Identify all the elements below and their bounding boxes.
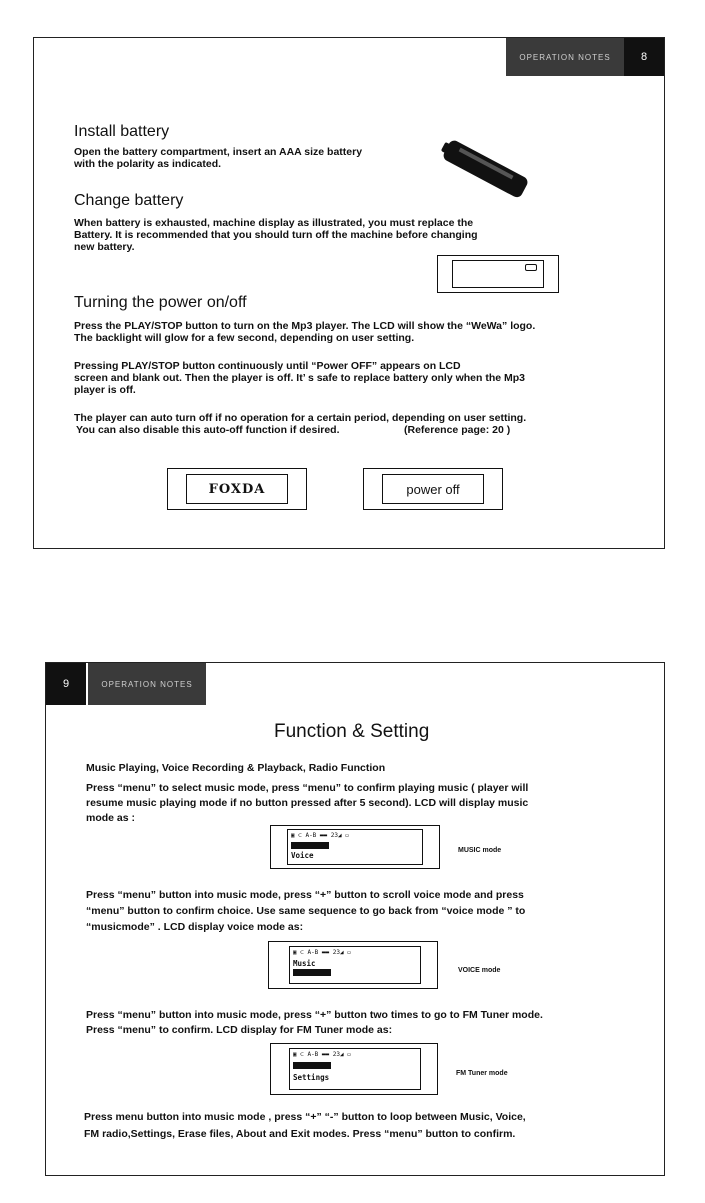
power-p2-line-2: screen and blank out. Then the player is off. It’ s safe to replace battery only when the Mp3 [74,372,526,384]
power-p3-line-2: You can also disable this auto-off function if desired. [76,424,340,436]
lcd1-status-bar: ▣ ⊂ A-B ▬▬ 23◢ ▭ [291,832,349,839]
p3-line-2: Press “menu” to confirm. LCD display for FM Tuner mode as: [86,1024,393,1036]
page-8-number: 8 [624,38,664,76]
install-battery-text-2: with the polarity as indicated. [74,158,222,170]
change-battery-text-3: new battery. [74,241,135,253]
function-setting-title: Function & Setting [274,721,430,742]
page-8-header-tab: OPERATION NOTES [506,38,624,76]
p4-line-2: FM radio,Settings, Erase files, About and Exit modes. Press “menu” button to confirm. [84,1128,516,1140]
lcd2-highlight [293,969,331,976]
p2-line-1: Press “menu” button into music mode, press “+” button to scroll voice mode and press [86,889,524,901]
voice-mode-caption: VOICE mode [458,967,501,974]
power-off-text: power off [406,481,460,497]
lcd2-menu-item: Music [293,959,316,968]
turning-power-title: Turning the power on/off [74,294,247,311]
power-p1-line-1: Press the PLAY/STOP button to turn on the Mp3 player. The LCD will show the “WeWa” logo. [74,320,536,332]
battery-illustration [434,138,539,198]
p1-line-1: Press “menu” to select music mode, press “menu” to confirm playing music ( player will [86,782,529,794]
music-mode-lcd [270,825,440,869]
lcd2-status-bar: ▣ ⊂ A-B ▬▬ 23◢ ▭ [293,949,351,956]
voice-mode-lcd [268,941,438,989]
p1-line-2: resume music playing mode if no button pressed after 5 second). LCD will display music [86,797,529,809]
page-9-header-tab: OPERATION NOTES [88,663,206,705]
lcd1-menu-item: Voice [291,851,314,860]
change-battery-title: Change battery [74,192,184,209]
battery-empty-icon [525,264,537,271]
foxda-logo: FOXDA [208,481,266,497]
logo-display [167,468,307,510]
fm-tuner-caption: FM Tuner mode [456,1070,508,1077]
fm-tuner-lcd [270,1043,438,1095]
lcd1-highlight [291,842,329,849]
p2-line-2: “menu” button to confirm choice. Use same sequence to go back from “voice mode ” to [86,905,526,917]
lcd3-menu-item: Settings [293,1073,330,1082]
power-p1-line-2: The backlight will glow for a few second, depending on user setting. [74,332,415,344]
power-p2-line-1: Pressing PLAY/STOP button continuously until “Power OFF” appears on LCD [74,360,461,372]
power-p3-reference: (Reference page: 20 ) [404,424,511,436]
change-battery-text-1: When battery is exhausted, machine display as illustrated, you must replace the [74,217,474,229]
low-battery-display [437,255,559,293]
page-8 [33,37,665,549]
p3-line-1: Press “menu” button into music mode, press “+” button two times to go to FM Tuner mode. [86,1009,543,1021]
power-p3-line-1: The player can auto turn off if no operation for a certain period, depending on user setting. [74,412,527,424]
p2-line-3: “musicmode” . LCD display voice mode as: [86,921,304,933]
install-battery-title: Install battery [74,123,170,140]
install-battery-text-1: Open the battery compartment, insert an AAA size battery [74,146,363,158]
music-mode-caption: MUSIC mode [458,847,502,854]
page-9 [45,662,665,1176]
p1-line-3: mode as : [86,812,136,824]
power-off-display [363,468,503,510]
power-p2-line-3: player is off. [74,384,136,396]
lcd3-status-bar: ▣ ⊂ A-B ▬▬ 23◢ ▭ [293,1051,351,1058]
p4-line-1: Press menu button into music mode , press “+” “-” button to loop between Music, Voice, [84,1111,526,1123]
change-battery-text-2: Battery. It is recommended that you should turn off the machine before changing [74,229,478,241]
lcd3-highlight [293,1062,331,1069]
page-9-number: 9 [46,663,86,705]
function-subtitle: Music Playing, Voice Recording & Playback, Radio Function [86,762,386,774]
